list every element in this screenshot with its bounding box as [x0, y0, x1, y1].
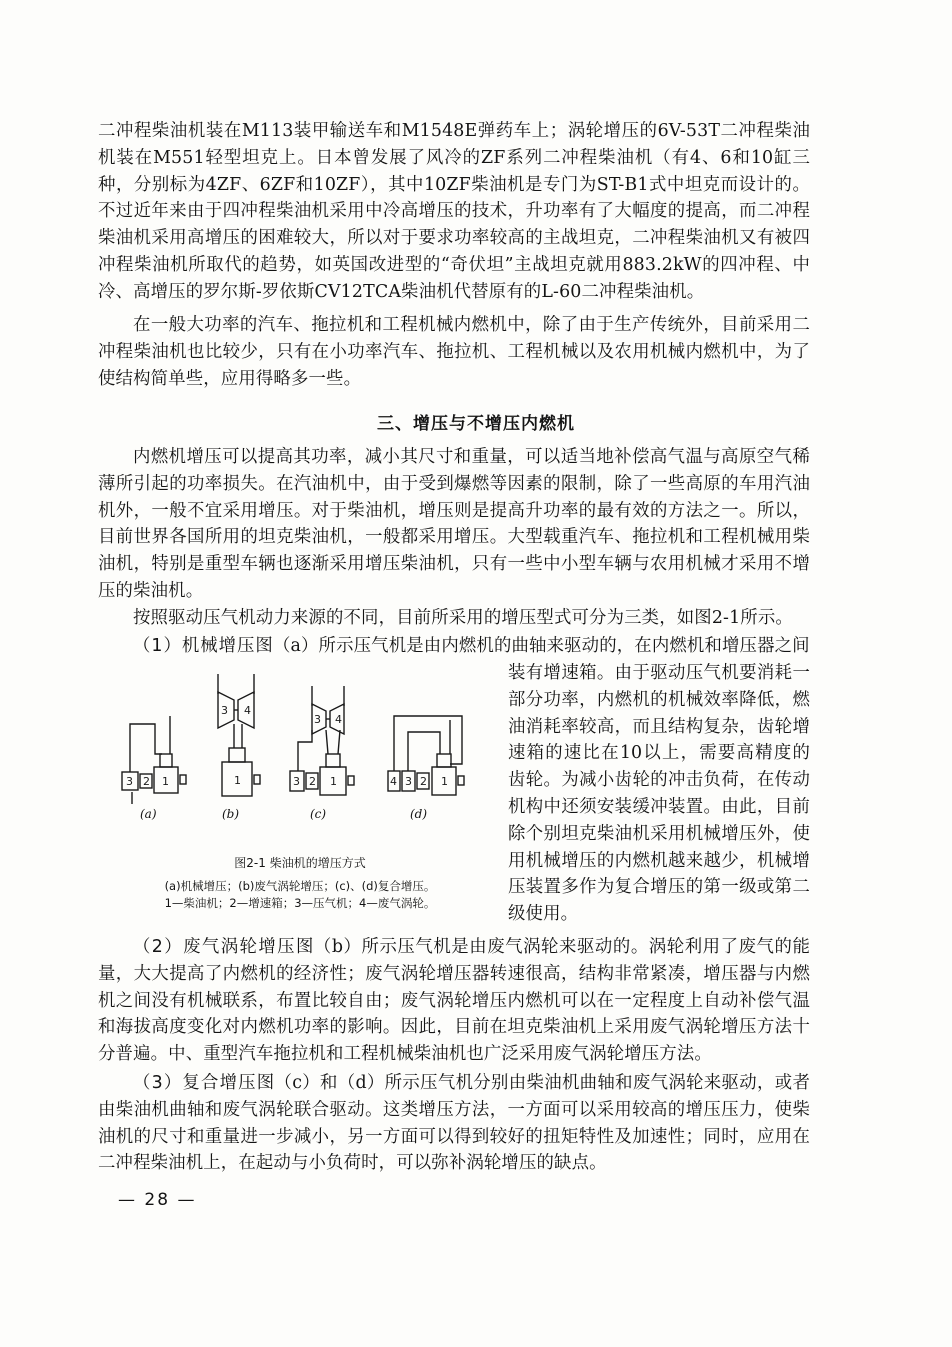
a-label-3: 3	[126, 775, 133, 788]
d-loop	[394, 716, 462, 771]
paragraph-compound	[98, 1070, 810, 1177]
c-pipe	[298, 730, 312, 771]
b-flywheel	[254, 775, 260, 784]
paragraph-high-power-engines: 在一般大功率的汽车、拖拉机和工程机械内燃机中，除了由于生产传统外，目前采用二冲程柴油机也比较少，只有在小功率汽车、拖拉机、工程机械以及农用机械内燃机中，为了使结构简单些，应用得略多一些。	[98, 315, 810, 389]
paragraph-three-types: 按照驱动压气机动力来源的不同，目前所采用的增压型式可分为三类，如图2-1所示。	[133, 608, 793, 628]
figure-legend-line2: 1—柴油机；2—增速箱；3—压气机；4—废气涡轮。	[164, 896, 436, 910]
a-label-1: 1	[162, 775, 169, 788]
d-label-4: 4	[390, 775, 397, 788]
c-label-1: 1	[330, 775, 337, 788]
item-label-mechanical: （1）机械增压	[133, 636, 256, 656]
c-flywheel	[348, 776, 354, 785]
item-label-turbo: （2）废气涡轮增压	[133, 937, 296, 957]
a-intake-pipe	[130, 724, 162, 772]
b-label-3: 3	[221, 704, 228, 717]
d-pipe	[408, 732, 440, 771]
c-label-3: 3	[293, 775, 300, 788]
figure-caption: 图2-1 柴油机的增压方式	[234, 856, 366, 870]
mechanical-line1-text: 图（a）所示压气机是由内燃机的曲轴来驱动的，在内燃机和增压器之间	[255, 636, 810, 656]
c-label-2: 2	[309, 775, 316, 788]
d-label-3: 3	[405, 775, 412, 788]
subfigure-label-a: (a)	[140, 807, 157, 821]
c-label-3b: 3	[314, 713, 321, 726]
figure-diagram	[110, 664, 490, 814]
compound-text: 图（c）和（d）所示压气机分别由柴油机曲轴和废气涡轮来驱动，或者由柴油机曲轴和废气涡轮联合驱动。这类增压方法，一方面可以采用较高的增压压力，使柴油机的尺寸和重量进一步减小，另一方面可以得到较好的扭矩特性及加速性；同时，应用在二冲程柴油机上，在起动与小负荷时，可以弥补涡轮增压的缺点。	[98, 1073, 810, 1174]
a-label-2: 2	[143, 775, 150, 788]
section-heading: 三、增压与不增压内燃机	[377, 414, 575, 434]
subfigure-label-d: (d)	[410, 807, 428, 821]
turbo-text: 图（b）所示压气机是由废气涡轮来驱动的。涡轮利用了废气的能量，大大提高了内燃机的经济性；废气涡轮增压器转速很高，结构非常紧凑，增压器与内燃机之间没有机械联系，布置比较自由；废气涡轮增压内燃机可以在一定程度上自动补偿气温和海拔高度变化对内燃机功率的影响。因此，目前在坦克柴油机上采用废气涡轮增压方法十分普遍。中、重型汽车拖拉机和工程机械柴油机也广泛采用废气涡轮增压方法。	[98, 937, 810, 1065]
item-label-compound: （3）复合增压	[133, 1073, 257, 1093]
paragraph-supercharging-intro: 内燃机增压可以提高其功率，减小其尺寸和重量，可以适当地补偿高气温与高原空气稀薄所引起的功率损失。在汽油机中，由于受到爆燃等因素的限制，除了一些高原的车用汽油机外，一般不宜采用增压。对于柴油机，增压则是提高升功率的最有效的方法之一。所以，目前世界各国所用的坦克柴油机，一般都采用增压。大型载重汽车、拖拉机和工程机械用柴油机，特别是重型车辆也逐渐采用增压柴油机，只有一些中小型车辆与农用机械才采用不增压的柴油机。	[98, 447, 810, 601]
paragraph-two-stroke-usage: 二冲程柴油机装在M113装甲输送车和M1548E弹药车上；涡轮增压的6V-53T二冲程柴油机装在M551轻型坦克上。日本曾发展了风冷的ZF系列二冲程柴油机（有4、6和10缸三种，分别标为4ZF、6ZF和10ZF），其中10ZF柴油机是专门为ST-B1式中坦克而设计的。不过近年来由于四冲程柴油机采用中冷高增压的技术，升功率有了大幅度的提高，而二冲程柴油机采用高增压的困难较大，所以对于要求功率较高的主战坦克，二冲程柴油机又有被四冲程柴油机所取代的趋势，如英国改进型的“奇伏坦”主战坦克就用883.2kW的四冲程、中冷、高增压的罗尔斯-罗依斯CV12TCA柴油机代替原有的L-60二冲程柴油机。	[98, 121, 810, 302]
d-flywheel	[458, 776, 464, 785]
subfigure-label-b: (b)	[222, 807, 240, 821]
d-label-2: 2	[420, 775, 427, 788]
a-engine-head	[160, 754, 172, 767]
c-label-4: 4	[335, 713, 342, 726]
a-flywheel	[180, 775, 186, 784]
paragraph-mechanical-first-line	[98, 633, 810, 660]
figure-supercharging-methods	[110, 664, 490, 934]
b-engine-head	[229, 748, 245, 762]
b-label-4: 4	[244, 704, 251, 717]
d-label-1: 1	[441, 775, 448, 788]
c-from-engine	[338, 730, 340, 754]
d-engine-head	[437, 754, 451, 767]
c-engine-head	[326, 754, 340, 767]
paragraph-turbo	[98, 934, 810, 1068]
b-label-1: 1	[234, 774, 241, 787]
subfigure-label-c: (c)	[310, 807, 327, 821]
paragraph-mechanical-wrap: 装有增速箱。由于驱动压气机要消耗一部分功率，内燃机的机械效率降低，燃油消耗率较高，而且结构复杂，齿轮增速箱的速比在10以上，需要高精度的齿轮。为减小齿轮的冲击负荷，在传动机构中还须安装缓冲装置。由此，目前除个别坦克柴油机采用机械增压外，使用机械增压的内燃机越来越少，机械增压装置多作为复合增压的第一级或第二级使用。	[508, 663, 810, 925]
c-to-engine	[326, 730, 328, 754]
page-number: — 28 —	[118, 1190, 197, 1210]
figure-legend-line1: (a)机械增压；(b)废气涡轮增压；(c)、(d)复合增压。	[164, 879, 436, 893]
